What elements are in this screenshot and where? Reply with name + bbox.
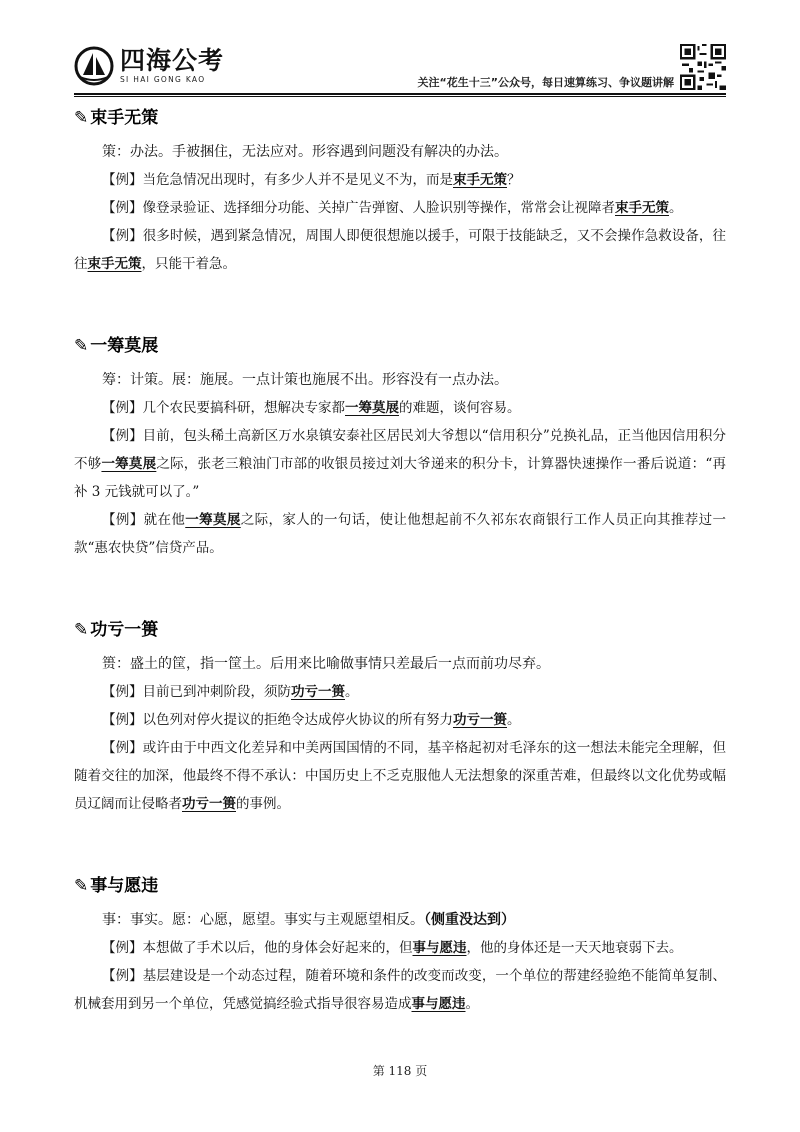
keyword-highlight: 功亏一篑 bbox=[291, 684, 345, 700]
header-note: 关注“花生十三”公众号，每日速算练习、争议题讲解 bbox=[417, 76, 674, 89]
logo-subtitle: SI HAI GONG KAO bbox=[120, 75, 206, 84]
page-header bbox=[0, 0, 800, 100]
page-number: 第 118 页 bbox=[372, 1064, 428, 1078]
entry-title: ✎ 功亏一篑 bbox=[74, 620, 159, 640]
idiom-entry bbox=[74, 872, 726, 1018]
entry-definition: 篑：盛土的筐，指一筐土。后用来比喻做事情只差最后一点而前功尽弃。 bbox=[102, 656, 550, 672]
example-sentence: 【例】当危急情况出现时，有多少人并不是见义不为，而是束手无策？ bbox=[102, 172, 521, 188]
idiom-entry bbox=[74, 104, 726, 278]
pencil-icon: ✎ bbox=[74, 620, 89, 640]
entry-title: ✎ 一筹莫展 bbox=[74, 336, 159, 356]
brand-logo bbox=[74, 46, 224, 86]
header-divider bbox=[74, 93, 726, 95]
keyword-highlight: 事与愿违 bbox=[411, 996, 466, 1012]
keyword-highlight: 束手无策 bbox=[615, 200, 669, 216]
entry-title: ✎ 束手无策 bbox=[74, 108, 159, 128]
pencil-icon: ✎ bbox=[74, 876, 89, 896]
keyword-highlight: 功亏一篑 bbox=[453, 712, 507, 728]
entry-definition: 策：办法。手被捆住，无法应对。形容遇到问题没有解决的办法。 bbox=[102, 144, 508, 160]
qr-code-icon bbox=[680, 44, 726, 90]
example-sentence: 【例】目前，包头稀土高新区万水泉镇安泰社区居民刘大爷想以“信用积分”兑换礼品，正当他因信用积分不够一筹莫展之际，张老三粮油门市部的收银员接过刘大爷递来的积分卡，计算器快速操作一番后说道：“再补 3 元钱就可以了。” bbox=[74, 428, 727, 500]
entry-definition: 事：事实。愿：心愿，愿望。事实与主观愿望相反。（侧重没达到） bbox=[102, 912, 515, 928]
pencil-icon: ✎ bbox=[74, 336, 89, 356]
example-sentence: 【例】几个农民要搞科研，想解决专家都一筹莫展的难题，谈何容易。 bbox=[102, 400, 521, 416]
example-sentence: 【例】基层建设是一个动态过程，随着环境和条件的改变而改变，一个单位的帮建经验绝不能简单复制、机械套用到另一个单位，凭感觉搞经验式指导很容易造成事与愿违。 bbox=[74, 968, 726, 1012]
header-divider-thin bbox=[74, 96, 726, 97]
keyword-highlight: 功亏一篑 bbox=[182, 796, 236, 812]
keyword-highlight: 事与愿违 bbox=[412, 940, 467, 956]
keyword-highlight: 一筹莫展 bbox=[345, 400, 399, 416]
keyword-highlight: 一筹莫展 bbox=[101, 456, 157, 472]
pencil-icon: ✎ bbox=[74, 108, 89, 128]
example-sentence: 【例】以色列对停火提议的拒绝令达成停火协议的所有努力功亏一篑。 bbox=[102, 712, 521, 728]
definition-note: （侧重没达到） bbox=[424, 912, 515, 928]
example-sentence: 【例】像登录验证、选择细分功能、关掉广告弹窗、人脸识别等操作，常常会让视障者束手无策。 bbox=[102, 200, 683, 216]
example-sentence: 【例】就在他一筹莫展之际，家人的一句话，使让他想起前不久祁东农商银行工作人员正向其推荐过一款“惠农快贷”信贷产品。 bbox=[74, 512, 726, 556]
sailboat-logo-icon bbox=[74, 46, 114, 86]
entry-definition: 筹：计策。展：施展。一点计策也施展不出。形容没有一点办法。 bbox=[102, 372, 508, 388]
idiom-entry bbox=[74, 332, 726, 562]
page-content bbox=[74, 104, 726, 1018]
entry-title: ✎ 事与愿违 bbox=[74, 876, 159, 896]
example-sentence: 【例】很多时候，遇到紧急情况，周围人即便很想施以援手，可限于技能缺乏，又不会操作急救设备，往往束手无策，只能干着急。 bbox=[74, 228, 726, 272]
example-sentence: 【例】或许由于中西文化差异和中美两国国情的不同，基辛格起初对毛泽东的这一想法未能完全理解，但随着交往的加深，他最终不得不承认：中国历史上不乏克服他人无法想象的深重苦难，但最终以文化优势或幅员辽阔而让侵略者功亏一篑的事例。 bbox=[74, 740, 726, 812]
example-sentence: 【例】目前已到冲刺阶段，须防功亏一篑。 bbox=[102, 684, 359, 700]
idiom-entry bbox=[74, 616, 726, 818]
keyword-highlight: 束手无策 bbox=[87, 256, 142, 272]
logo-title: 四海公考 bbox=[120, 46, 225, 75]
keyword-highlight: 一筹莫展 bbox=[185, 512, 241, 528]
keyword-highlight: 束手无策 bbox=[453, 172, 507, 188]
example-sentence: 【例】本想做了手术以后，他的身体会好起来的，但事与愿违，他的身体还是一天天地衰弱下去。 bbox=[102, 940, 683, 956]
